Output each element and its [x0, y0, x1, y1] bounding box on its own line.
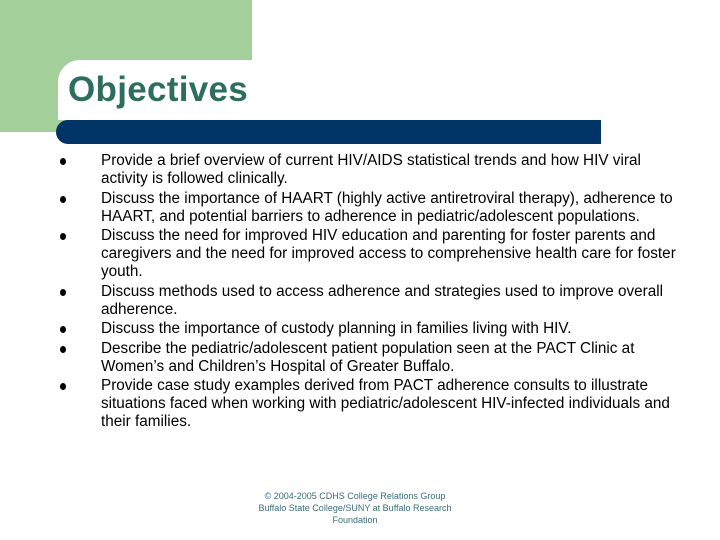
bullet-dot-icon: [60, 158, 66, 165]
footer-credits: [228, 490, 482, 526]
list-item-text: Discuss methods used to access adherence and strategies used to improve overall adherence.: [101, 282, 664, 318]
list-item-text: Provide case study examples derived from PACT adherence consults to illustrate situations faced when working with pediatric/adolescent HIV-infected individuals and their families.: [101, 377, 670, 430]
bullet-dot-icon: [60, 196, 66, 203]
list-item: [60, 152, 680, 188]
bullet-dot-icon: [60, 346, 66, 353]
list-item-text: Discuss the importance of HAART (highly active antiretroviral therapy), adherence to HAART, and potential barriers to adherence in pediatric/adolescent populations.: [101, 189, 673, 225]
list-item-text: Discuss the importance of custody planning in families living with HIV.: [101, 320, 572, 337]
list-item: [60, 340, 680, 376]
objectives-list: [60, 152, 680, 433]
list-item: [60, 190, 680, 226]
footer-line: Buffalo State College/SUNY at Buffalo Research: [258, 503, 452, 513]
list-item-text: Discuss the need for improved HIV education and parenting for foster parents and caregivers and the need for improved access to comprehensive health care for foster youth.: [101, 227, 676, 280]
bullet-dot-icon: [60, 233, 66, 240]
list-item-text: Describe the pediatric/adolescent patient population seen at the PACT Clinic at Women’s and Children’s Hospital of Greater Buffalo.: [101, 339, 635, 375]
list-item: [60, 283, 680, 319]
footer-line: © 2004-2005 CDHS College Relations Group: [264, 491, 446, 501]
list-item: [60, 377, 680, 431]
slide-title: Objectives: [68, 70, 249, 109]
bullet-dot-icon: [60, 289, 66, 296]
bullet-dot-icon: [60, 326, 66, 333]
bullet-dot-icon: [60, 383, 66, 390]
title-underline-bar: [56, 120, 601, 144]
list-item: [60, 227, 680, 281]
footer-line: Foundation: [332, 515, 378, 525]
list-item: [60, 320, 680, 338]
list-item-text: Provide a brief overview of current HIV/AIDS statistical trends and how HIV viral activity is followed clinically.: [101, 152, 641, 187]
